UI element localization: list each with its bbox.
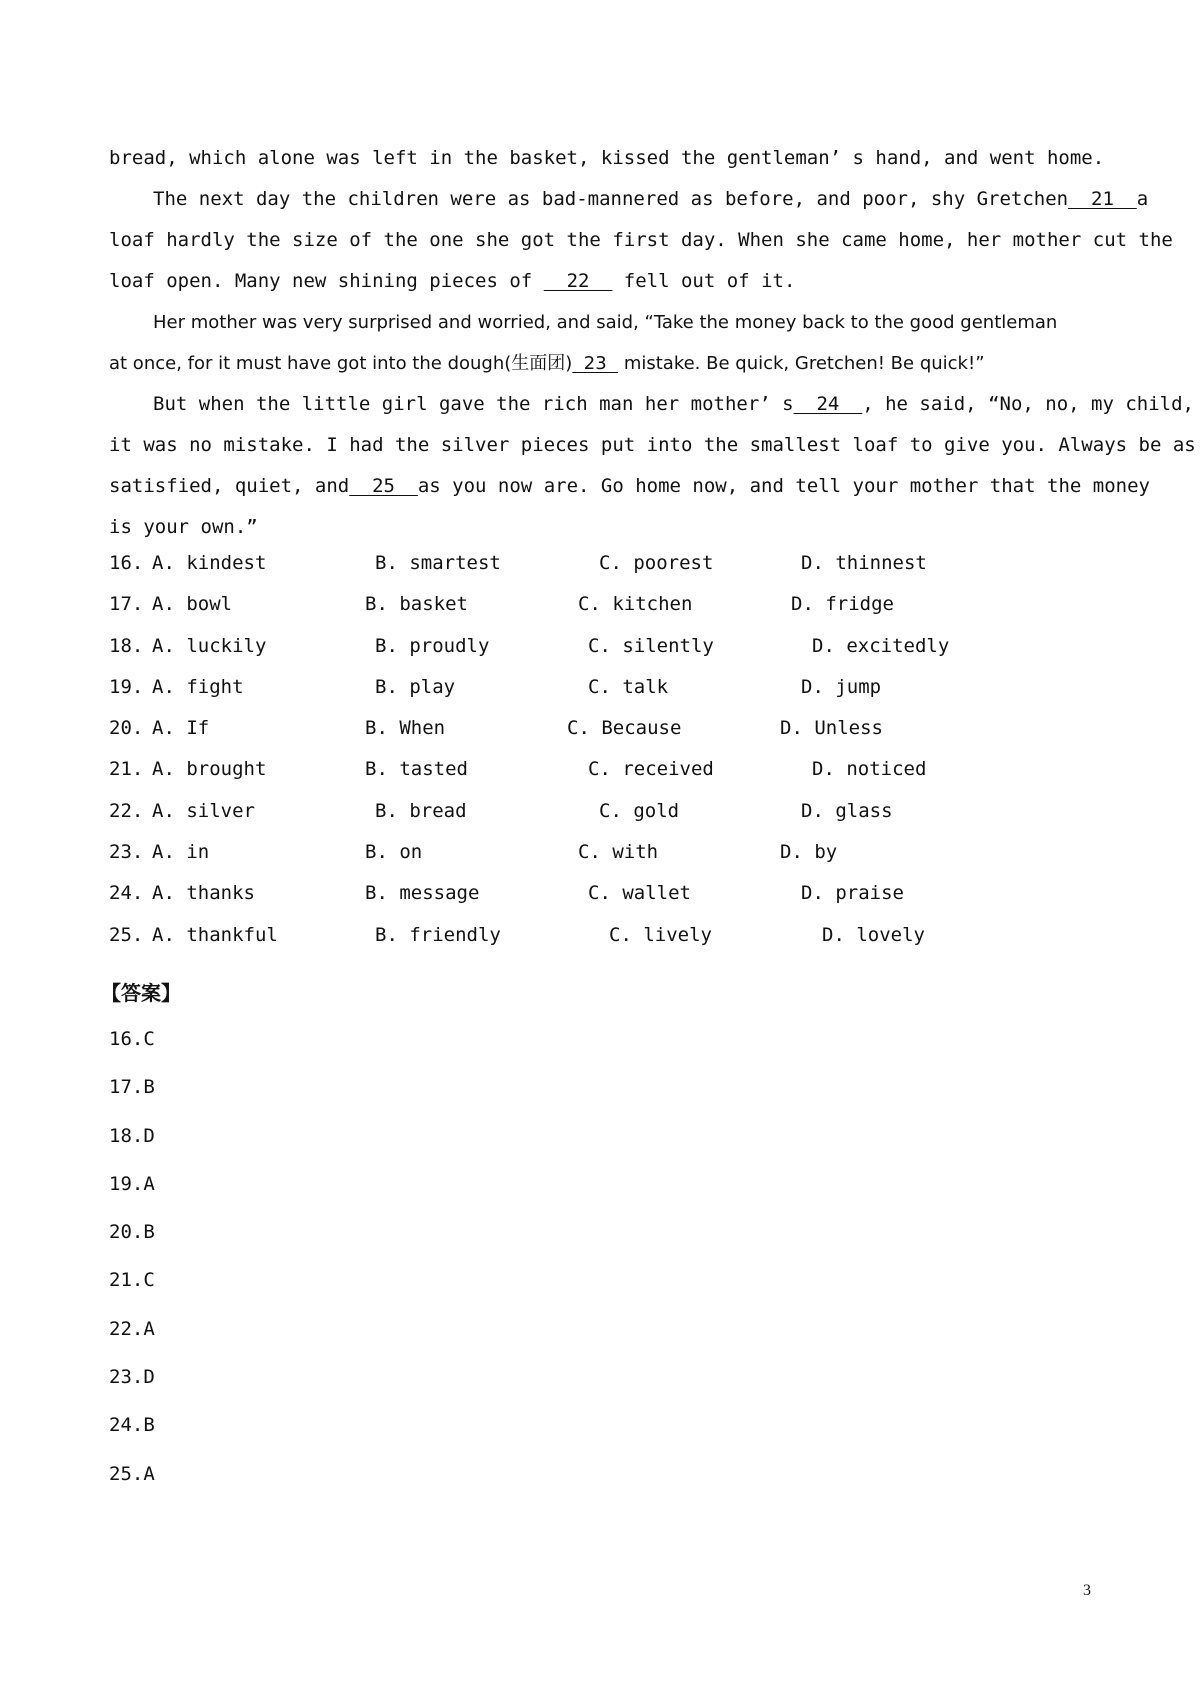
options-list bbox=[109, 552, 1009, 965]
option-d: D. Unless bbox=[780, 717, 883, 740]
passage-text: satisfied, quiet, and bbox=[109, 475, 350, 497]
question-number: 23. bbox=[109, 841, 144, 864]
passage-text: a bbox=[1136, 188, 1149, 210]
option-c: C. talk bbox=[588, 675, 669, 698]
answer-item: 19.A bbox=[109, 1172, 155, 1195]
option-a: A. kindest bbox=[152, 552, 267, 574]
option-b: B. proudly bbox=[375, 634, 490, 657]
question-number: 18. bbox=[109, 634, 144, 657]
passage-text: But when the little girl gave the rich man her mother’ s bbox=[153, 393, 794, 415]
passage-line bbox=[109, 261, 1099, 302]
option-a: A. bowl bbox=[152, 593, 233, 616]
option-d: D. fridge bbox=[791, 593, 894, 616]
option-b: B. on bbox=[365, 841, 423, 864]
blank-23: 23 bbox=[572, 353, 619, 374]
blank-21: 21 bbox=[1068, 188, 1137, 210]
passage-paragraph-4 bbox=[109, 384, 1196, 548]
option-c: C. Because bbox=[567, 717, 682, 740]
option-c: C. received bbox=[588, 758, 714, 781]
option-b: B. play bbox=[375, 675, 456, 698]
question-number: 17. bbox=[109, 593, 144, 616]
answer-item: 21.C bbox=[109, 1269, 155, 1292]
passage-line bbox=[109, 179, 1149, 220]
passage-paragraph-1 bbox=[109, 138, 1105, 179]
answer-item: 24.B bbox=[109, 1414, 155, 1437]
option-row bbox=[109, 841, 1009, 882]
option-d: D. noticed bbox=[812, 758, 927, 781]
answers-heading: 【答案】 bbox=[101, 981, 181, 1005]
answer-item: 25.A bbox=[109, 1462, 155, 1485]
answer-item: 23.D bbox=[109, 1366, 155, 1389]
option-b: B. bread bbox=[375, 799, 467, 822]
option-d: D. thinnest bbox=[801, 552, 927, 574]
answer-item: 18.D bbox=[109, 1124, 155, 1147]
option-row bbox=[109, 635, 1009, 676]
option-a: A. thanks bbox=[152, 882, 255, 905]
option-row bbox=[109, 758, 1009, 799]
option-b: B. smartest bbox=[375, 552, 501, 574]
option-row bbox=[109, 800, 1009, 841]
option-a: A. fight bbox=[152, 675, 244, 698]
passage-text: it was no mistake. I had the silver pieces put into the smallest loaf to give you. Always be as bbox=[109, 434, 1196, 456]
option-row bbox=[109, 717, 1009, 758]
option-d: D. by bbox=[780, 841, 838, 864]
answer-item: 16.C bbox=[109, 1028, 155, 1050]
option-a: A. thankful bbox=[152, 923, 278, 946]
option-a: A. in bbox=[152, 841, 210, 864]
option-row bbox=[109, 882, 1009, 923]
option-b: B. friendly bbox=[375, 923, 501, 946]
passage-paragraph-2 bbox=[109, 179, 1173, 302]
passage-text: fell out of it. bbox=[623, 270, 796, 292]
passage-text: bread, which alone was left in the basket, kissed the gentleman’ s hand, and went home. bbox=[109, 147, 1105, 169]
option-a: A. luckily bbox=[152, 634, 267, 657]
option-d: D. praise bbox=[801, 882, 904, 905]
passage-line bbox=[109, 138, 1105, 179]
question-number: 24. bbox=[109, 882, 144, 905]
passage-line bbox=[109, 302, 1099, 343]
option-a: A. silver bbox=[152, 799, 255, 822]
question-number: 19. bbox=[109, 675, 144, 698]
passage-line bbox=[109, 507, 1099, 548]
option-d: D. lovely bbox=[822, 923, 925, 946]
option-c: C. with bbox=[578, 841, 659, 864]
option-d: D. glass bbox=[801, 799, 893, 822]
option-b: B. basket bbox=[365, 593, 468, 616]
passage-text: , he said, “No, no, my child, bbox=[862, 393, 1194, 415]
option-d: D. excitedly bbox=[812, 634, 950, 657]
passage-line bbox=[109, 220, 1173, 261]
option-c: C. wallet bbox=[588, 882, 691, 905]
option-c: C. gold bbox=[599, 799, 680, 822]
blank-24: 24 bbox=[793, 393, 863, 415]
passage-text: is your own.” bbox=[109, 516, 258, 538]
question-number: 16. bbox=[109, 552, 144, 574]
answer-item: 22.A bbox=[109, 1317, 155, 1340]
passage-line bbox=[109, 343, 1099, 384]
option-row bbox=[109, 924, 1009, 965]
option-b: B. tasted bbox=[365, 758, 468, 781]
passage-text: mistake. Be quick, Gretchen! Be quick!” bbox=[623, 353, 985, 374]
question-number: 21. bbox=[109, 758, 144, 781]
option-a: A. If bbox=[152, 717, 210, 740]
passage-text: as you now are. Go home now, and tell your mother that the money bbox=[417, 475, 1150, 497]
passage-line bbox=[109, 384, 1194, 425]
option-b: B. When bbox=[365, 717, 446, 740]
blank-22: 22 bbox=[543, 270, 613, 292]
option-d: D. jump bbox=[801, 675, 882, 698]
option-b: B. message bbox=[365, 882, 480, 905]
answer-item: 17.B bbox=[109, 1076, 155, 1099]
option-row bbox=[109, 593, 1009, 634]
option-row bbox=[109, 552, 1009, 593]
question-number: 20. bbox=[109, 717, 144, 740]
passage-text: Her mother was very surprised and worried, and said, “Take the money back to the good gentleman bbox=[153, 312, 1058, 333]
option-c: C. lively bbox=[609, 923, 712, 946]
passage-line bbox=[109, 425, 1196, 466]
option-c: C. poorest bbox=[599, 552, 714, 574]
option-a: A. brought bbox=[152, 758, 267, 781]
passage-text: loaf hardly the size of the one she got the first day. When she came home, her mother cut the bbox=[109, 229, 1173, 251]
passage-text: loaf open. Many new shining pieces of bbox=[109, 270, 533, 292]
page-number: 3 bbox=[1083, 1582, 1091, 1599]
blank-25: 25 bbox=[349, 475, 418, 497]
option-c: C. kitchen bbox=[578, 593, 693, 616]
question-number: 22. bbox=[109, 799, 144, 822]
passage-line bbox=[109, 466, 1150, 507]
passage-paragraph-3 bbox=[109, 302, 1099, 384]
option-c: C. silently bbox=[588, 634, 714, 657]
answer-item: 20.B bbox=[109, 1221, 155, 1244]
passage-text: at once, for it must have got into the dough(生面团) bbox=[109, 353, 573, 374]
passage-text: The next day the children were as bad-mannered as before, and poor, shy Gretchen bbox=[153, 188, 1069, 210]
option-row bbox=[109, 676, 1009, 717]
answers-list bbox=[109, 1028, 155, 1511]
question-number: 25. bbox=[109, 923, 144, 946]
